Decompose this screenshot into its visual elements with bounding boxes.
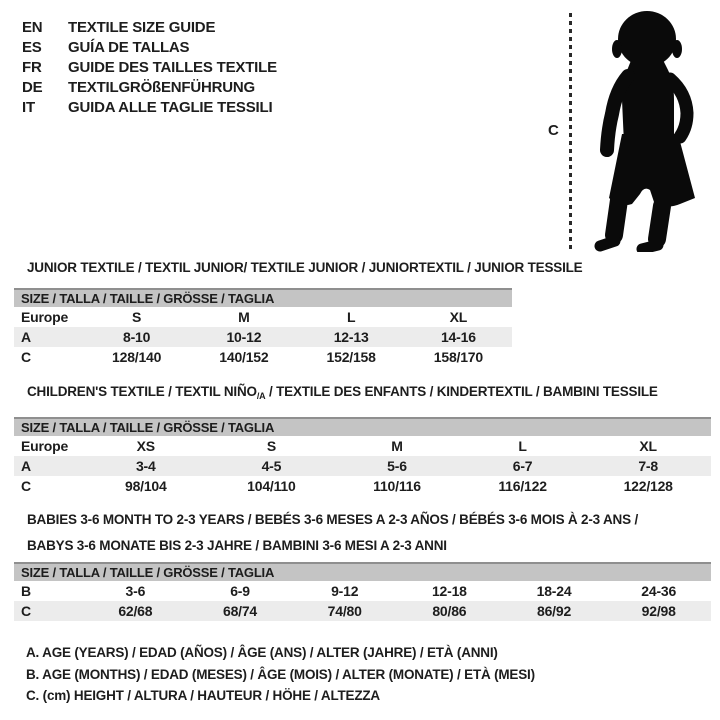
table-row <box>14 327 512 347</box>
language-row <box>22 38 277 58</box>
height-measure-label: C <box>548 122 559 139</box>
footnote-line: A. AGE (YEARS) / EDAD (AÑOS) / ÂGE (ANS) / ALTER (JAHRE) / ETÀ (ANNI) <box>26 645 498 660</box>
size-value: 74/80 <box>327 603 362 619</box>
language-title: GUÍA DE TALLAS <box>68 39 190 56</box>
size-value: XL <box>449 309 468 325</box>
size-value: 128/140 <box>112 349 162 365</box>
size-value: 6-7 <box>512 458 533 474</box>
section-title-segment: /A <box>256 391 266 401</box>
size-value: 86/92 <box>537 603 572 619</box>
size-value: 152/158 <box>326 349 376 365</box>
row-label: A <box>21 329 31 345</box>
table-row <box>14 347 512 367</box>
size-value: S <box>266 438 276 454</box>
size-value: 68/74 <box>222 603 258 619</box>
size-value: 116/122 <box>498 478 547 494</box>
size-value: 110/116 <box>373 478 421 494</box>
size-value: 18-24 <box>536 583 572 599</box>
size-header-bar: SIZE / TALLA / TAILLE / GRÖSSE / TAGLIA <box>14 288 512 307</box>
size-value: XL <box>639 438 657 454</box>
section-title-segment: JUNIOR TEXTILE / TEXTIL JUNIOR/ TEXTILE JUNIOR / JUNIORTEXTIL / JUNIOR TESSILE <box>27 260 583 275</box>
language-title: TEXTILGRÖßENFÜHRUNG <box>68 79 256 96</box>
language-title: TEXTILE SIZE GUIDE <box>68 19 216 36</box>
row-label: C <box>21 478 31 494</box>
size-value: 12-18 <box>431 583 467 599</box>
height-measure-figure <box>540 6 712 256</box>
size-value: M <box>238 309 250 325</box>
size-value: 3-6 <box>125 583 146 599</box>
table-row <box>14 307 512 327</box>
size-value: 4-5 <box>261 458 282 474</box>
size-value: 8-10 <box>123 329 151 345</box>
babies-textile-section <box>14 510 711 621</box>
size-value: S <box>132 309 142 325</box>
language-row <box>22 78 277 98</box>
size-value: L <box>518 438 527 454</box>
size-value: 98/104 <box>124 478 167 494</box>
language-row <box>22 98 277 118</box>
size-value: 14-16 <box>440 329 476 345</box>
language-list <box>22 18 277 118</box>
size-value: 92/98 <box>641 603 676 619</box>
toddler-silhouette-icon <box>594 8 706 252</box>
size-value: 158/170 <box>433 349 483 365</box>
row-label: B <box>21 583 31 599</box>
size-value: 62/68 <box>118 603 153 619</box>
row-label: C <box>21 603 31 619</box>
size-value: XS <box>136 438 155 454</box>
section-title-segment: CHILDREN'S TEXTILE / TEXTIL NIÑO <box>27 384 257 399</box>
table-row <box>14 476 711 496</box>
size-value: L <box>346 309 356 325</box>
section-title <box>27 510 711 530</box>
children-textile-section <box>14 384 711 496</box>
size-value: 104/110 <box>247 478 296 494</box>
size-value: 3-4 <box>135 458 156 474</box>
row-label: Europe <box>21 438 69 454</box>
size-value: 80/86 <box>432 603 467 619</box>
size-value: 7-8 <box>638 458 658 474</box>
language-code: IT <box>22 99 35 116</box>
language-code: EN <box>22 19 43 36</box>
footnote-line: B. AGE (MONTHS) / EDAD (MESES) / ÂGE (MOIS) / ALTER (MONATE) / ETÀ (MESI) <box>26 666 535 682</box>
language-code: DE <box>22 79 43 96</box>
size-value: 122/128 <box>623 478 673 494</box>
row-label: C <box>21 349 31 365</box>
junior-textile-section <box>14 260 583 367</box>
row-label: Europe <box>21 309 69 325</box>
language-row <box>22 18 277 38</box>
size-value: 24-36 <box>641 583 677 599</box>
footnote-legend <box>26 642 535 707</box>
section-title-segment: BABIES 3-6 MONTH TO 2-3 YEARS / BEBÉS 3-6 MESES A 2-3 AÑOS / BÉBÉS 3-6 MOIS À 2-3 ANS / <box>27 512 638 527</box>
size-value: 10-12 <box>226 329 262 345</box>
size-value: 6-9 <box>230 583 250 599</box>
language-row <box>22 58 277 78</box>
size-header-bar: SIZE / TALLA / TAILLE / GRÖSSE / TAGLIA <box>14 417 711 436</box>
section-title <box>27 384 711 404</box>
size-header-bar: SIZE / TALLA / TAILLE / GRÖSSE / TAGLIA <box>14 562 711 581</box>
size-value: 140/152 <box>219 349 269 365</box>
height-dotted-line <box>569 13 572 253</box>
footnote-line: C. (cm) HEIGHT / ALTURA / HAUTEUR / HÖHE / ALTEZZA <box>26 688 380 703</box>
language-code: ES <box>22 39 42 56</box>
size-value: 5-6 <box>387 458 407 474</box>
section-title <box>27 536 711 556</box>
language-code: FR <box>22 59 42 76</box>
table-row <box>14 436 711 456</box>
language-title: GUIDA ALLE TAGLIE TESSILI <box>68 99 273 116</box>
table-row <box>14 456 711 476</box>
size-value: 9-12 <box>331 583 359 599</box>
size-value: 12-13 <box>333 329 369 345</box>
section-title <box>27 260 583 275</box>
table-row <box>14 581 711 601</box>
table-row <box>14 601 711 621</box>
language-title: GUIDE DES TAILLES TEXTILE <box>68 59 277 76</box>
section-title-segment: BABYS 3-6 MONATE BIS 2-3 JAHRE / BAMBINI 3-6 MESI A 2-3 ANNI <box>27 538 447 553</box>
row-label: A <box>21 458 31 474</box>
size-value: M <box>391 438 403 454</box>
section-title-segment: / TEXTILE DES ENFANTS / KINDERTEXTIL / BAMBINI TESSILE <box>265 384 658 399</box>
